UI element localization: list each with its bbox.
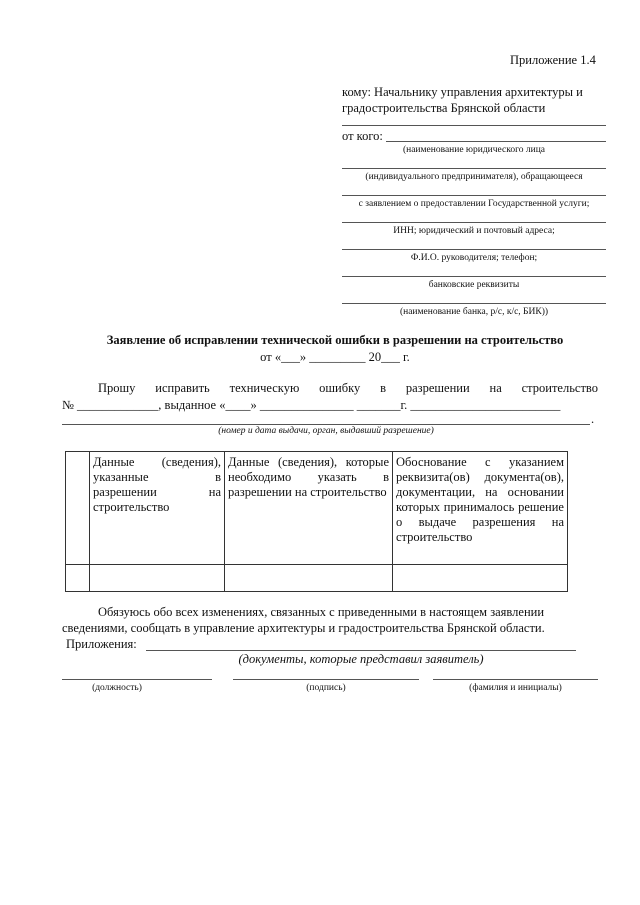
table-cell[interactable] (90, 565, 225, 592)
signature-line (233, 679, 419, 680)
permit-number-line: № _____________, выданное «____» _______________ _______г. ________________________ (62, 398, 561, 412)
appendix-label: Приложение 1.4 (510, 53, 596, 67)
position-line (62, 679, 212, 680)
table-cell[interactable] (393, 565, 568, 592)
sender-line-3 (342, 222, 606, 223)
obligation-line-2: сведениями, сообщать в управление архитектуры и градостроительства Брянской области. (62, 621, 545, 635)
permit-issued-hint: (номер и дата выдачи, орган, выдавший разрешение) (218, 426, 434, 436)
obligation-line-1: Обязуюсь обо всех изменениях, связанных с приведенными в настоящем заявлении (98, 605, 545, 619)
permit-issued-line (62, 424, 590, 425)
attachments-hint: (документы, которые представил заявитель) (238, 652, 484, 666)
sender-hint-3: с заявлением о предоставлении Государственной услуги; (358, 199, 590, 209)
table-header-row (66, 452, 568, 565)
name-hint: (фамилия и инициалы) (469, 683, 562, 693)
sender-hint-5: Ф.И.О. руководителя; телефон; (410, 253, 538, 263)
sender-hint-6: банковские реквизиты (428, 280, 520, 290)
table-header-justification: Обоснование с указанием реквизита(ов) документа(ов), документации, на основании которых принималось решение о выдаче разрешения на строительство (393, 452, 568, 565)
table-index-cell (66, 452, 90, 565)
from-label: от кого: (342, 129, 383, 143)
table-header-new-data: Данные (сведения), которые необходимо указать в разрешении на строительство (225, 452, 393, 565)
table-header-current-data: Данные (сведения), указанные в разрешении на строительство (90, 452, 225, 565)
table-cell[interactable] (66, 565, 90, 592)
table-cell[interactable] (225, 565, 393, 592)
recipient-line-2: градостроительства Брянской области (342, 101, 546, 115)
sender-line-from (386, 141, 606, 142)
recipient-line-1: кому: Начальнику управления архитектуры и (342, 85, 583, 99)
name-line (433, 679, 598, 680)
table-row (66, 565, 568, 592)
permit-issued-dot: . (591, 412, 595, 426)
position-hint: (должность) (92, 683, 142, 693)
signature-hint: (подпись) (306, 683, 346, 693)
sender-hint-4: ИНН; юридический и почтовый адреса; (393, 226, 555, 236)
date-line: от «___» _________ 20___ г. (260, 350, 410, 364)
sender-hint-2: (индивидуального предпринимателя), обращающееся (365, 172, 583, 182)
sender-hint-7: (наименование банка, р/с, к/с, БИК)) (399, 307, 549, 317)
sender-line-6 (342, 303, 606, 304)
sender-line-1 (342, 168, 606, 169)
corrections-table (65, 451, 568, 592)
sender-line-2 (342, 195, 606, 196)
sender-line-4 (342, 249, 606, 250)
attachments-label: Приложения: (66, 637, 137, 651)
sender-hint-1: (наименование юридического лица (402, 145, 546, 155)
sender-line-0 (342, 125, 606, 126)
sender-line-5 (342, 276, 606, 277)
request-line: Прошу исправить техническую ошибку в разрешении на строительство (98, 381, 598, 395)
document-title: Заявление об исправлении технической ошибки в разрешении на строительство (106, 333, 564, 347)
attachments-line (146, 650, 576, 651)
